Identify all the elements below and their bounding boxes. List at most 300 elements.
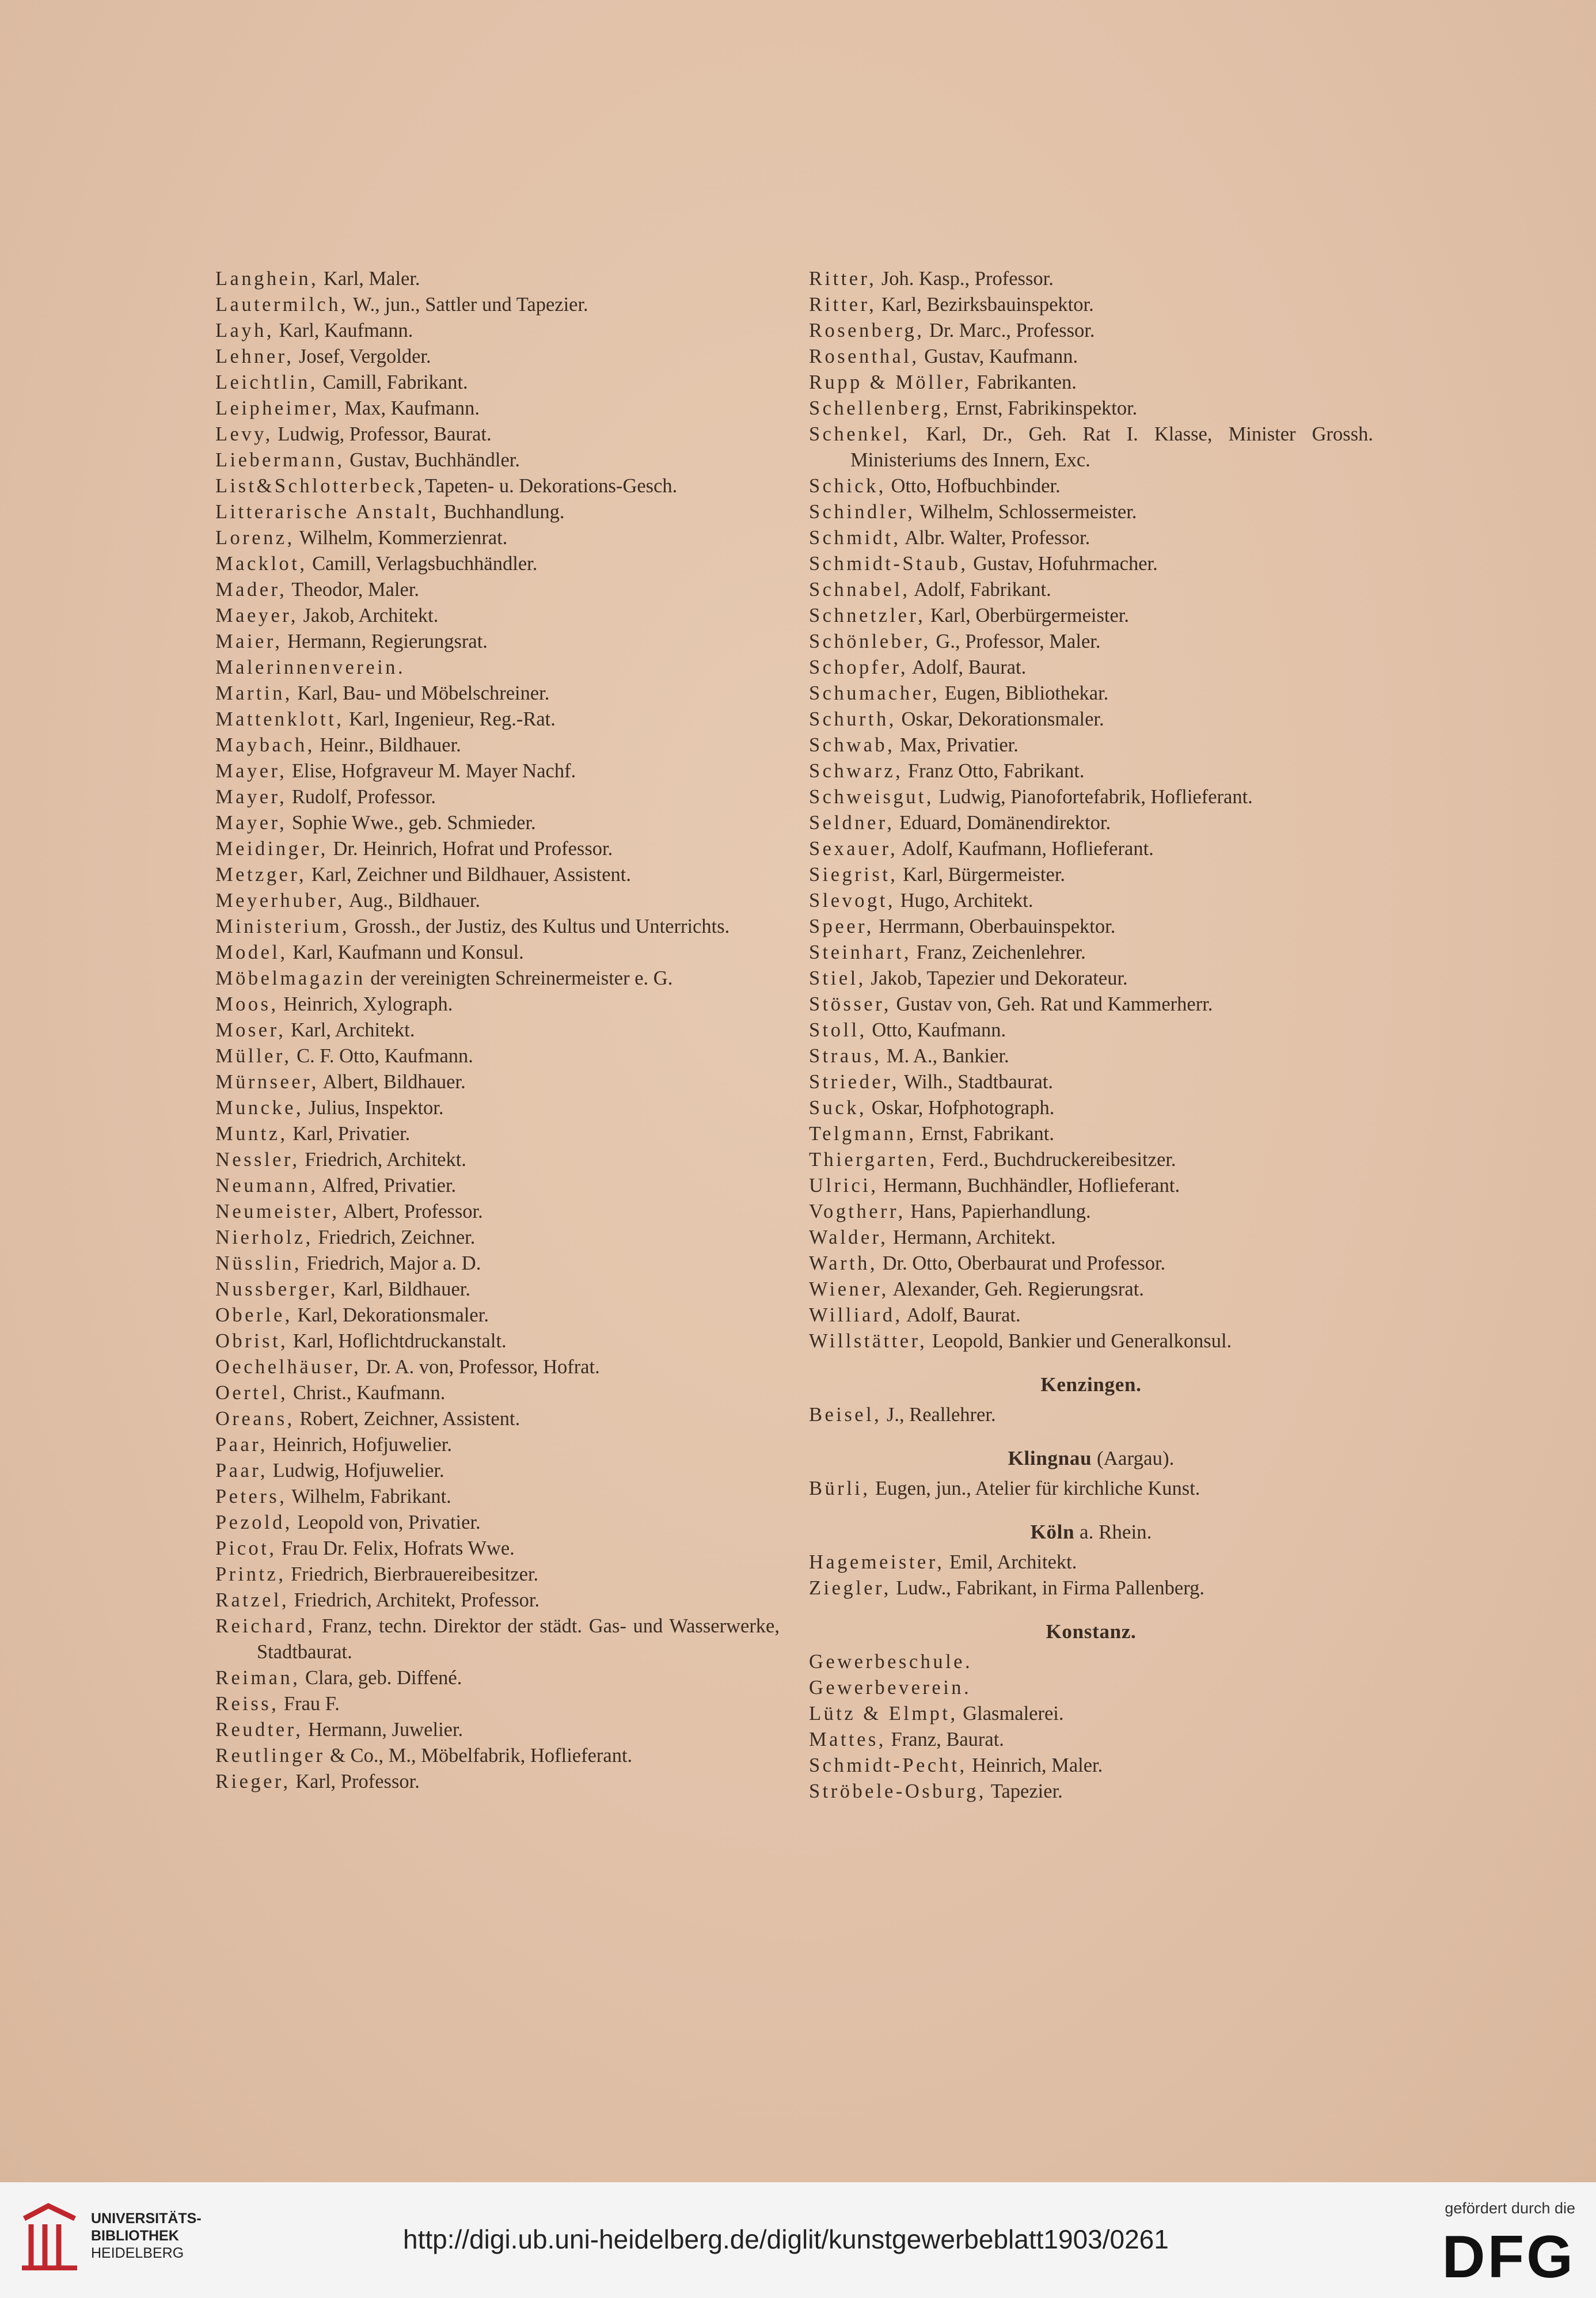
directory-entry	[215, 1743, 780, 1769]
directory-entry	[215, 655, 780, 681]
entry-name: Ritter,	[809, 294, 877, 316]
directory-entry	[215, 1121, 780, 1147]
directory-entry	[809, 603, 1373, 629]
entry-details: Hermann, Architekt.	[888, 1226, 1056, 1248]
entry-details: Frau F.	[279, 1693, 340, 1715]
entry-name: Paar,	[215, 1434, 268, 1456]
entry-details: Karl, Kaufmann und Konsul.	[287, 941, 524, 963]
entry-details: Eugen, jun., Atelier für kirchliche Kunst.	[870, 1477, 1200, 1499]
directory-entry	[809, 370, 1373, 396]
entry-name: Siegrist,	[809, 864, 898, 886]
entry-name: Schellenberg,	[809, 397, 951, 419]
city-name: Köln	[1030, 1521, 1075, 1543]
viewer-footer	[0, 2182, 1596, 2298]
entry-details: Dr. Heinrich, Hofrat und Professor.	[328, 838, 613, 860]
entry-name: Ströbele-Osburg,	[809, 1780, 986, 1802]
directory-entry	[809, 1173, 1373, 1199]
entry-details: der vereinigten Schreinermeister e. G.	[365, 967, 673, 989]
entry-name: Schindler,	[809, 501, 915, 523]
entry-details: Ludwig, Pianofortefabrik, Hoflieferant.	[934, 786, 1253, 808]
entry-details: Aug., Bildhauer.	[345, 890, 480, 911]
city-heading	[809, 1519, 1373, 1545]
directory-entry	[215, 1536, 780, 1562]
directory-entry	[809, 1251, 1373, 1277]
right-column	[809, 266, 1373, 1805]
entry-name: Schmidt-Pecht,	[809, 1754, 967, 1776]
entry-name: Schwarz,	[809, 760, 903, 782]
directory-entry	[215, 1406, 780, 1432]
directory-entry	[809, 1727, 1373, 1753]
entry-details: Karl, Dr., Geh. Rat I. Klasse, Minister Grossh. Ministeriums des Innern, Exc.	[850, 423, 1373, 471]
directory-entry	[809, 1753, 1373, 1779]
entry-name: Meyerhuber,	[215, 890, 345, 911]
directory-entry	[809, 1675, 1373, 1701]
directory-entry	[215, 1769, 780, 1795]
directory-entry	[809, 1121, 1373, 1147]
entry-details: Otto, Hofbuchbinder.	[886, 475, 1061, 497]
directory-entry	[215, 1665, 780, 1691]
directory-entry	[809, 992, 1373, 1017]
entry-name: Reutlinger	[215, 1745, 325, 1767]
entry-name: Gewerbeschule.	[809, 1651, 973, 1673]
entry-name: Lautermilch,	[215, 294, 349, 316]
directory-entry	[215, 1095, 780, 1121]
entry-name: Picot,	[215, 1537, 277, 1559]
entry-name: Neumeister,	[215, 1201, 340, 1222]
entry-name: Oberle,	[215, 1304, 292, 1326]
entry-name: Strieder,	[809, 1071, 899, 1093]
entry-name: Schweisgut,	[809, 786, 934, 808]
entry-details: Karl, Bau- und Möbelschreiner.	[292, 682, 550, 704]
entry-details: Adolf, Fabrikant.	[910, 579, 1051, 601]
entry-details: Karl, Bildhauer.	[338, 1278, 471, 1300]
entry-details: Joh. Kasp., Professor.	[876, 268, 1054, 290]
entry-details: Wilhelm, Kommerzienrat.	[294, 527, 508, 549]
entry-details: Karl, Maler.	[318, 268, 420, 290]
entry-name: Sexauer,	[809, 838, 898, 860]
entry-name: Möbelmagazin	[215, 967, 366, 989]
directory-entry	[215, 707, 780, 732]
entry-details: Friedrich, Architekt, Professor.	[289, 1589, 540, 1611]
entry-details: Clara, geb. Diffené.	[300, 1667, 462, 1689]
entry-name: Mayer,	[215, 812, 287, 834]
directory-entry	[809, 1649, 1373, 1675]
entry-name: Paar,	[215, 1460, 268, 1482]
directory-entry	[215, 525, 780, 551]
entry-details: Frau Dr. Felix, Hofrats Wwe.	[276, 1537, 515, 1559]
directory-entry	[809, 421, 1373, 473]
entry-details: Albert, Professor.	[339, 1201, 483, 1222]
entry-details: Karl, Professor.	[290, 1771, 420, 1792]
entry-name: Hagemeister,	[809, 1551, 945, 1573]
city-name: Kenzingen.	[1040, 1373, 1142, 1396]
directory-entry	[215, 914, 780, 940]
directory-entry	[809, 318, 1373, 344]
directory-entry	[809, 577, 1373, 603]
entry-name: Walder,	[809, 1226, 888, 1248]
directory-entry	[809, 1476, 1373, 1502]
entry-details: Camill, Fabrikant.	[318, 371, 468, 393]
entry-details: Emil, Architekt.	[944, 1551, 1077, 1573]
entry-details: Gustav, Hofuhrmacher.	[968, 553, 1158, 575]
entry-name: Leichtlin,	[215, 371, 318, 393]
entry-name: Nessler,	[215, 1149, 300, 1171]
city-suffix: (Aargau).	[1092, 1447, 1175, 1469]
directory-entry	[809, 1575, 1373, 1601]
entry-name: Straus,	[809, 1045, 882, 1067]
entry-name: Schurth,	[809, 708, 896, 730]
library-line-2: BIBLIOTHEK	[91, 2228, 179, 2244]
entry-name: Schopfer,	[809, 656, 909, 678]
directory-entry	[809, 888, 1373, 914]
directory-entry	[809, 1147, 1373, 1173]
directory-entry	[215, 1510, 780, 1536]
directory-entry	[215, 836, 780, 862]
entry-details: Julius, Inspektor.	[303, 1097, 444, 1119]
directory-entry	[809, 655, 1373, 681]
entry-details: Christ., Kaufmann.	[288, 1382, 446, 1404]
entry-details: Ferd., Buchdruckereibesitzer.	[937, 1149, 1176, 1171]
directory-entry	[215, 1613, 780, 1665]
entry-details: Herrmann, Oberbauinspektor.	[873, 916, 1116, 937]
entry-details: Karl, Bürgermeister.	[898, 864, 1066, 886]
entry-name: Mayer,	[215, 760, 287, 782]
entry-details: W., jun., Sattler und Tapezier.	[348, 294, 588, 316]
entry-name: Ministerium,	[215, 916, 350, 937]
directory-entry	[809, 292, 1373, 318]
entry-details: Oskar, Dekorationsmaler.	[896, 708, 1104, 730]
entry-details: Oskar, Hofphotograph.	[867, 1097, 1055, 1119]
permalink-url[interactable]: http://digi.ub.uni-heidelberg.de/diglit/kunstgewerbeblatt1903/0261	[403, 2224, 1169, 2254]
city-name: Klingnau	[1008, 1447, 1092, 1469]
directory-entry	[809, 862, 1373, 888]
library-line-3: HEIDELBERG	[91, 2245, 184, 2261]
directory-entry	[215, 681, 780, 707]
entry-details: Theodor, Maler.	[287, 579, 420, 601]
entry-details: Albert, Bildhauer.	[318, 1071, 466, 1093]
entry-details: Adolf, Kaufmann, Hoflieferant.	[898, 838, 1154, 860]
directory-entry	[215, 1587, 780, 1613]
entry-name: Schönleber,	[809, 630, 931, 652]
entry-name: Thiergarten,	[809, 1149, 937, 1171]
entry-details: Heinr., Bildhauer.	[314, 734, 461, 756]
directory-entry	[809, 1302, 1373, 1328]
directory-entry	[809, 707, 1373, 732]
directory-entry	[809, 1277, 1373, 1302]
entry-name: Maier,	[215, 630, 283, 652]
entry-details: Rudolf, Professor.	[287, 786, 436, 808]
entry-name: Liebermann,	[215, 449, 345, 471]
directory-entry	[215, 447, 780, 473]
entry-details: Heinrich, Hofjuwelier.	[267, 1434, 452, 1456]
entry-details: Karl, Architekt.	[286, 1019, 415, 1041]
entry-name: Metzger,	[215, 864, 307, 886]
entry-name: Mattes,	[809, 1729, 886, 1750]
entry-details: Grossh., der Justiz, des Kultus und Unterrichts.	[349, 916, 730, 937]
entry-name: Martin,	[215, 682, 292, 704]
entry-name: Schick,	[809, 475, 886, 497]
entry-name: Oechelhäuser,	[215, 1356, 362, 1378]
entry-name: Schenkel,	[809, 423, 910, 445]
directory-entry	[215, 966, 780, 992]
entry-details: Ernst, Fabrikinspektor.	[951, 397, 1138, 419]
entry-name: Leipheimer,	[215, 397, 340, 419]
entry-details: Karl, Hoflichtdruckanstalt.	[288, 1330, 507, 1352]
directory-entry	[809, 914, 1373, 940]
entry-details: Franz, Baurat.	[886, 1729, 1004, 1750]
entry-details: Josef, Vergolder.	[294, 345, 431, 367]
directory-entry	[215, 577, 780, 603]
entry-name: Mader,	[215, 579, 287, 601]
entry-details: Gustav von, Geh. Rat und Kammerherr.	[891, 993, 1213, 1015]
directory-entry	[215, 992, 780, 1017]
entry-details: Friedrich, Architekt.	[299, 1149, 466, 1171]
entry-details: Glasmalerei.	[957, 1703, 1064, 1725]
entry-name: Pezold,	[215, 1511, 292, 1533]
entry-details: Friedrich, Bierbrauereibesitzer.	[286, 1563, 539, 1585]
directory-entry	[215, 1484, 780, 1510]
directory-entry	[809, 473, 1373, 499]
entry-details: Eugen, Bibliothekar.	[940, 682, 1109, 704]
directory-entry	[809, 1549, 1373, 1575]
entry-name: Willstätter,	[809, 1330, 928, 1352]
directory-entry	[215, 1225, 780, 1251]
entry-details: Franz, Zeichenlehrer.	[911, 941, 1086, 963]
funding-caption: gefördert durch die	[1445, 2200, 1575, 2217]
entry-details: Jakob, Architekt.	[298, 605, 439, 626]
entry-details: Leopold, Bankier und Generalkonsul.	[927, 1330, 1232, 1352]
directory-entry	[809, 1043, 1373, 1069]
entry-name: Printz,	[215, 1563, 286, 1585]
entry-name: Lorenz,	[215, 527, 295, 549]
entry-details: Alexander, Geh. Regierungsrat.	[888, 1278, 1144, 1300]
directory-entry	[215, 1199, 780, 1225]
directory-entry	[215, 732, 780, 758]
entry-name: Schmidt-Staub,	[809, 553, 968, 575]
directory-entry	[215, 266, 780, 292]
directory-entry	[215, 888, 780, 914]
entry-name: Telgmann,	[809, 1123, 917, 1145]
entry-details: Robert, Zeichner, Assistent.	[294, 1408, 520, 1430]
entry-name: Peters,	[215, 1486, 287, 1507]
directory-entry	[809, 1069, 1373, 1095]
entry-details: Sophie Wwe., geb. Schmieder.	[287, 812, 536, 834]
entry-details: Franz, techn. Direktor der städt. Gas- und Wasserwerke, Stadtbaurat.	[257, 1615, 780, 1663]
directory-entry	[215, 344, 780, 370]
entry-details: Heinrich, Maler.	[967, 1754, 1103, 1776]
entry-name: Moos,	[215, 993, 279, 1015]
entry-name: Müller,	[215, 1045, 292, 1067]
directory-entry	[809, 1095, 1373, 1121]
entry-details: J., Reallehrer.	[881, 1404, 996, 1426]
entry-details: Hermann, Regierungsrat.	[282, 630, 488, 652]
entry-name: Reichard,	[215, 1615, 316, 1637]
directory-entry	[809, 810, 1373, 836]
entry-details: & Co., M., Möbelfabrik, Hoflieferant.	[325, 1745, 633, 1767]
directory-entry	[809, 525, 1373, 551]
city-heading	[809, 1445, 1373, 1471]
entry-name: Moser,	[215, 1019, 286, 1041]
entry-name: Rosenberg,	[809, 320, 925, 341]
entry-details: Friedrich, Major a. D.	[301, 1252, 481, 1274]
library-name	[91, 2210, 202, 2262]
entry-details: Buchhandlung.	[439, 501, 565, 523]
entry-details: Alfred, Privatier.	[318, 1175, 457, 1197]
directory-entry	[809, 1199, 1373, 1225]
directory-entry	[215, 1017, 780, 1043]
directory-entry	[215, 318, 780, 344]
directory-entry	[809, 1402, 1373, 1428]
entry-details: Tapeten- u. Dekorations-Gesch.	[425, 475, 678, 497]
directory-entry	[809, 499, 1373, 525]
entry-name: Lehner,	[215, 345, 294, 367]
directory-entry	[215, 1147, 780, 1173]
directory-entry	[215, 499, 780, 525]
entry-details: Hermann, Juwelier.	[303, 1719, 463, 1741]
entry-details: Hugo, Architekt.	[895, 890, 1033, 911]
entry-name: Layh,	[215, 320, 274, 341]
city-suffix: a. Rhein.	[1074, 1521, 1152, 1543]
entry-name: Reiss,	[215, 1693, 279, 1715]
entry-details: G., Professor, Maler.	[930, 630, 1101, 652]
entry-name: Nussberger,	[215, 1278, 339, 1300]
entry-name: Muncke,	[215, 1097, 304, 1119]
entry-name: Wiener,	[809, 1278, 889, 1300]
entry-details: Fabrikanten.	[971, 371, 1077, 393]
directory-entry	[215, 810, 780, 836]
entry-details: Friedrich, Zeichner.	[313, 1226, 476, 1248]
entry-name: Beisel,	[809, 1404, 882, 1426]
entry-details: Gustav, Kaufmann.	[919, 345, 1078, 367]
directory-entry	[215, 1354, 780, 1380]
entry-name: Oertel,	[215, 1382, 288, 1404]
directory-entry	[215, 940, 780, 966]
entry-details: Ludwig, Professor, Baurat.	[272, 423, 492, 445]
entry-details: Dr. A. von, Professor, Hofrat.	[361, 1356, 600, 1378]
entry-name: Rosenthal,	[809, 345, 919, 367]
entry-details: Wilhelm, Fabrikant.	[287, 1486, 451, 1507]
entry-name: Slevogt,	[809, 890, 895, 911]
entry-details: Hans, Papierhandlung.	[905, 1201, 1091, 1222]
entry-name: Mattenklott,	[215, 708, 344, 730]
entry-details: Franz Otto, Fabrikant.	[903, 760, 1085, 782]
entry-name: Speer,	[809, 916, 874, 937]
directory-entry	[809, 681, 1373, 707]
entry-name: Muntz,	[215, 1123, 288, 1145]
left-column	[215, 266, 780, 1795]
dfg-logo: DFG	[1442, 2224, 1575, 2291]
entry-name: Model,	[215, 941, 288, 963]
directory-entry	[215, 1432, 780, 1458]
directory-entry	[215, 1069, 780, 1095]
directory-entry	[809, 1701, 1373, 1727]
entry-details: Gustav, Buchhändler.	[344, 449, 520, 471]
entry-name: Schumacher,	[809, 682, 940, 704]
entry-details: Leopold von, Privatier.	[292, 1511, 481, 1533]
entry-name: Ulrici,	[809, 1175, 879, 1197]
directory-entry	[215, 473, 780, 499]
directory-entry	[215, 1717, 780, 1743]
directory-entry	[809, 1225, 1373, 1251]
entry-name: Levy,	[215, 423, 273, 445]
entry-name: Schnabel,	[809, 579, 910, 601]
directory-entry	[215, 603, 780, 629]
directory-entry	[809, 966, 1373, 992]
entry-name: Stösser,	[809, 993, 891, 1015]
entry-name: Gewerbeverein.	[809, 1677, 972, 1699]
entry-details: Camill, Verlagsbuchhändler.	[307, 553, 538, 575]
directory-entry	[809, 758, 1373, 784]
entry-name: Ziegler,	[809, 1577, 891, 1599]
directory-entry	[215, 370, 780, 396]
entry-details: Karl, Kaufmann.	[273, 320, 413, 341]
directory-entry	[215, 421, 780, 447]
entry-name: Obrist,	[215, 1330, 288, 1352]
entry-details: Tapezier.	[986, 1780, 1063, 1802]
entry-name: Steinhart,	[809, 941, 912, 963]
entry-details: Adolf, Baurat.	[908, 656, 1027, 678]
entry-details: M. A., Bankier.	[881, 1045, 1009, 1067]
directory-entry	[809, 784, 1373, 810]
directory-entry	[215, 1458, 780, 1484]
entry-details: Dr. Marc., Professor.	[924, 320, 1095, 341]
entry-details: Max, Kaufmann.	[339, 397, 480, 419]
entry-details: Wilhelm, Schlossermeister.	[915, 501, 1137, 523]
entry-name: Ratzel,	[215, 1589, 290, 1611]
directory-entry	[809, 1328, 1373, 1354]
entry-name: Nierholz,	[215, 1226, 313, 1248]
entry-details: C. F. Otto, Kaufmann.	[291, 1045, 473, 1067]
entry-details: Karl, Privatier.	[287, 1123, 411, 1145]
entry-name: Maybach,	[215, 734, 315, 756]
entry-name: Rupp & Möller,	[809, 371, 972, 393]
entry-name: Malerinnenverein.	[215, 656, 406, 678]
entry-name: Meidinger,	[215, 838, 328, 860]
directory-entry	[809, 1779, 1373, 1805]
directory-entry	[809, 551, 1373, 577]
directory-entry	[809, 1017, 1373, 1043]
city-name: Konstanz.	[1046, 1620, 1137, 1643]
entry-details: Karl, Zeichner und Bildhauer, Assistent.	[306, 864, 631, 886]
entry-name: Oreans,	[215, 1408, 295, 1430]
directory-entry	[809, 344, 1373, 370]
entry-details: Adolf, Baurat.	[902, 1304, 1021, 1326]
entry-details: Dr. Otto, Oberbaurat und Professor.	[877, 1252, 1166, 1274]
entry-name: Nüsslin,	[215, 1252, 302, 1274]
directory-entry	[215, 292, 780, 318]
entry-details: Ludw., Fabrikant, in Firma Pallenberg.	[891, 1577, 1204, 1599]
entry-name: Reudter,	[215, 1719, 303, 1741]
directory-entry	[809, 732, 1373, 758]
directory-entry	[215, 1691, 780, 1717]
entry-name: Suck,	[809, 1097, 867, 1119]
entry-name: Neumann,	[215, 1175, 318, 1197]
entry-details: Karl, Ingenieur, Reg.-Rat.	[344, 708, 556, 730]
directory-entry	[215, 1043, 780, 1069]
entry-details: Jakob, Tapezier und Dekorateur.	[865, 967, 1128, 989]
entry-name: Litterarische Anstalt,	[215, 501, 439, 523]
entry-name: Langhein,	[215, 268, 319, 290]
directory-entry	[215, 1277, 780, 1302]
entry-details: Heinrich, Xylograph.	[278, 993, 453, 1015]
entry-name: Rieger,	[215, 1771, 291, 1792]
entry-name: Macklot,	[215, 553, 307, 575]
directory-entry	[215, 784, 780, 810]
entry-details: Otto, Kaufmann.	[867, 1019, 1006, 1041]
entry-name: Stiel,	[809, 967, 866, 989]
directory-entry	[809, 396, 1373, 421]
entry-details: Max, Privatier.	[895, 734, 1019, 756]
